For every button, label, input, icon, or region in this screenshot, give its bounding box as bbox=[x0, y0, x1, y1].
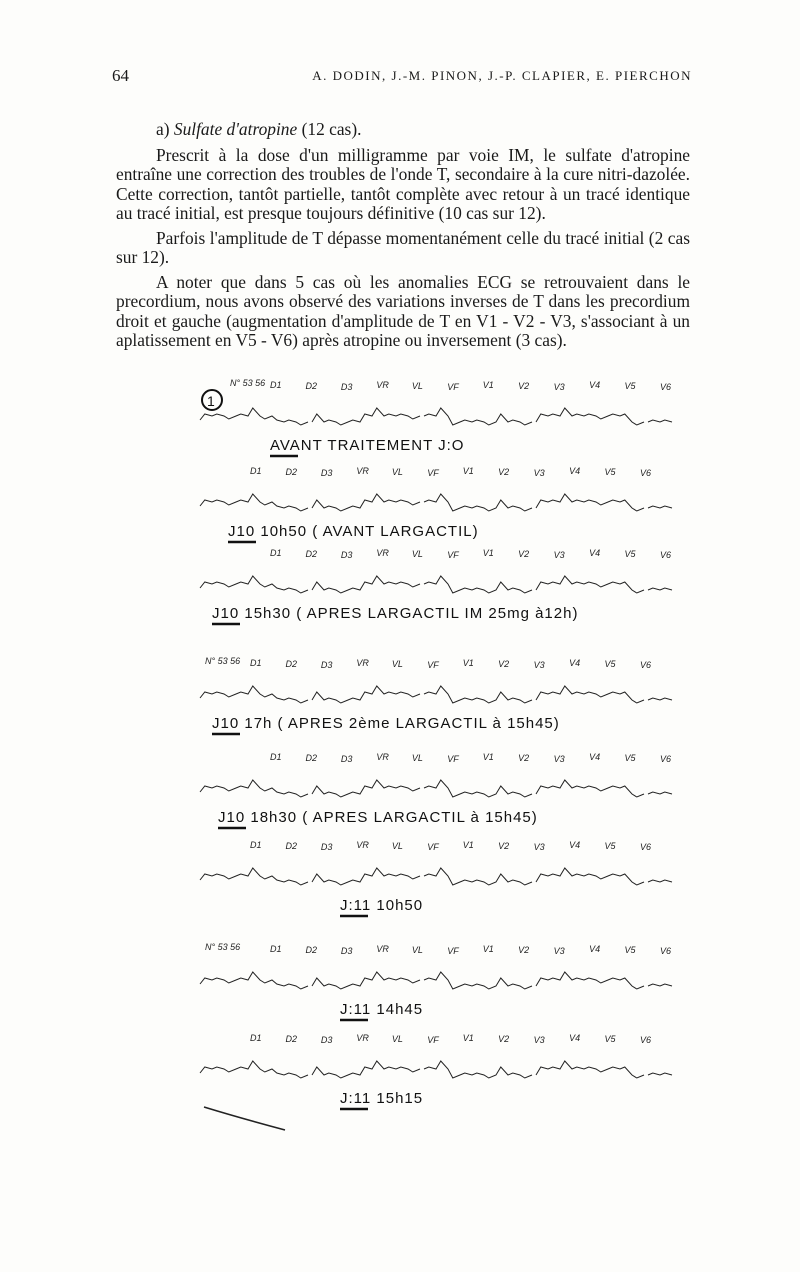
strip-label: J10 17h ( APRES 2ème LARGACTIL à 15h45) bbox=[212, 715, 560, 732]
lead-label: V5 bbox=[604, 1034, 616, 1044]
lead-label: D2 bbox=[285, 467, 297, 477]
lead-label: D3 bbox=[320, 468, 333, 478]
lead-label: VL bbox=[411, 381, 423, 391]
lead-label: VF bbox=[427, 660, 439, 670]
lead-label: VR bbox=[356, 840, 369, 850]
lead-label: V3 bbox=[553, 946, 565, 956]
case-marker bbox=[202, 390, 222, 410]
ecg-trace bbox=[200, 494, 672, 511]
lead-label: V4 bbox=[569, 658, 581, 668]
lead-label: V2 bbox=[518, 381, 530, 391]
lead-label: V6 bbox=[640, 1035, 652, 1045]
lead-label: V4 bbox=[589, 944, 601, 954]
lead-label: V6 bbox=[640, 468, 652, 478]
lead-label: V1 bbox=[462, 658, 474, 668]
lead-label: V5 bbox=[624, 945, 636, 955]
lead-label: V3 bbox=[553, 550, 565, 560]
lead-label: D3 bbox=[320, 1035, 333, 1045]
lead-label: VR bbox=[356, 1033, 369, 1043]
lead-label: V6 bbox=[640, 842, 652, 852]
lead-label: D2 bbox=[305, 753, 317, 763]
ecg-strip bbox=[200, 378, 672, 456]
lead-label: VR bbox=[376, 548, 389, 558]
lead-label: D1 bbox=[270, 752, 282, 762]
section-heading: a) Sulfate d'atropine (12 cas). bbox=[156, 119, 362, 139]
lead-label: D1 bbox=[270, 944, 282, 954]
lead-label: VF bbox=[447, 550, 459, 560]
lead-label: VR bbox=[356, 658, 369, 668]
lead-label: D1 bbox=[270, 380, 282, 390]
pen-stroke bbox=[204, 1107, 285, 1130]
lead-label: V5 bbox=[624, 753, 636, 763]
lead-label: D3 bbox=[340, 946, 353, 956]
ecg-strip bbox=[200, 466, 672, 542]
strip-label: J10 18h30 ( APRES LARGACTIL à 15h45) bbox=[218, 809, 538, 826]
lead-label: V5 bbox=[624, 549, 636, 559]
svg-text:1: 1 bbox=[207, 393, 216, 409]
trace-ref: N° 53 56 bbox=[205, 656, 241, 666]
lead-label: D2 bbox=[305, 945, 317, 955]
lead-label: V1 bbox=[462, 466, 474, 476]
lead-label: D2 bbox=[285, 1034, 297, 1044]
lead-label: D1 bbox=[250, 658, 262, 668]
lead-label: V2 bbox=[498, 659, 510, 669]
strip-label: J10 10h50 ( AVANT LARGACTIL) bbox=[228, 523, 479, 540]
ecg-strip bbox=[200, 840, 672, 916]
lead-label: V4 bbox=[589, 752, 601, 762]
strip-label: J10 15h30 ( APRES LARGACTIL IM 25mg à12h) bbox=[212, 605, 579, 622]
lead-label: VR bbox=[376, 944, 389, 954]
lead-label: V3 bbox=[533, 660, 545, 670]
lead-label: V2 bbox=[518, 549, 530, 559]
lead-label: D1 bbox=[250, 466, 262, 476]
lead-label: D1 bbox=[250, 840, 262, 850]
lead-label: VL bbox=[391, 841, 403, 851]
article-body bbox=[116, 120, 690, 351]
lead-label: D3 bbox=[340, 550, 353, 560]
lead-label: D3 bbox=[340, 382, 353, 392]
trace-ref: N° 53 56 bbox=[230, 378, 266, 388]
lead-label: D3 bbox=[320, 842, 333, 852]
lead-label: V4 bbox=[589, 548, 601, 558]
ecg-strip bbox=[200, 942, 672, 1020]
lead-label: V3 bbox=[533, 468, 545, 478]
lead-label: V2 bbox=[518, 945, 530, 955]
strip-label: J:11 15h15 bbox=[340, 1090, 424, 1107]
ecg-figure bbox=[0, 370, 800, 1150]
lead-label: D3 bbox=[320, 660, 333, 670]
lead-label: VR bbox=[376, 752, 389, 762]
lead-label: V1 bbox=[462, 1033, 474, 1043]
lead-label: V5 bbox=[604, 659, 616, 669]
lead-label: V1 bbox=[482, 548, 494, 558]
lead-label: D2 bbox=[285, 659, 297, 669]
lead-label: VF bbox=[427, 1035, 439, 1045]
lead-label: V1 bbox=[482, 380, 494, 390]
lead-label: D3 bbox=[340, 754, 353, 764]
lead-label: VL bbox=[411, 945, 423, 955]
strip-label: AVANT TRAITEMENT J:O bbox=[270, 437, 465, 454]
lead-label: VL bbox=[391, 1034, 403, 1044]
lead-label: V3 bbox=[533, 842, 545, 852]
lead-label: V5 bbox=[604, 841, 616, 851]
lead-label: VR bbox=[356, 466, 369, 476]
ecg-trace bbox=[200, 408, 672, 425]
lead-label: VF bbox=[447, 382, 459, 392]
lead-label: VF bbox=[427, 842, 439, 852]
ecg-trace bbox=[200, 868, 672, 885]
lead-label: D1 bbox=[250, 1033, 262, 1043]
lead-label: V3 bbox=[533, 1035, 545, 1045]
lead-label: V1 bbox=[482, 944, 494, 954]
lead-label: VF bbox=[447, 946, 459, 956]
trace-ref: N° 53 56 bbox=[205, 942, 241, 952]
lead-label: V5 bbox=[624, 381, 636, 391]
lead-label: V6 bbox=[660, 754, 672, 764]
lead-label: VF bbox=[447, 754, 459, 764]
paragraph: A noter que dans 5 cas où les anomalies ECG se retrouvaient dans le precordium, nous avons observé des variations inverses de T dans les precordium droit et gauche (augmentation d'amplitude de T en V1 - V2 - V3, s'associant à un aplatissement en V5 - V6) après atropine ou inversement (3 cas). bbox=[116, 271, 690, 350]
lead-label: V2 bbox=[518, 753, 530, 763]
page-number: 64 bbox=[112, 66, 129, 85]
lead-label: V4 bbox=[569, 466, 581, 476]
lead-label: VL bbox=[411, 753, 423, 763]
lead-label: V6 bbox=[640, 660, 652, 670]
ecg-trace bbox=[200, 780, 672, 797]
lead-label: V1 bbox=[482, 752, 494, 762]
lead-label: V4 bbox=[569, 1033, 581, 1043]
ecg-trace bbox=[200, 576, 672, 593]
lead-label: D2 bbox=[305, 381, 317, 391]
ecg-strip bbox=[200, 1033, 672, 1109]
lead-label: V4 bbox=[589, 380, 601, 390]
lead-label: V6 bbox=[660, 946, 672, 956]
ecg-trace bbox=[200, 1061, 672, 1078]
running-header bbox=[112, 66, 692, 90]
ecg-trace bbox=[200, 686, 672, 703]
lead-label: V6 bbox=[660, 550, 672, 560]
author-line: A. DODIN, J.-M. PINON, J.-P. CLAPIER, E. PIERCHON bbox=[312, 68, 692, 83]
ecg-strip bbox=[200, 656, 672, 734]
lead-label: D2 bbox=[305, 549, 317, 559]
ecg-strip bbox=[200, 548, 672, 624]
lead-label: V3 bbox=[553, 754, 565, 764]
paragraph: Parfois l'amplitude de T dépasse momentanément celle du tracé initial (2 cas sur 12). bbox=[116, 227, 690, 267]
lead-label: V3 bbox=[553, 382, 565, 392]
lead-label: V2 bbox=[498, 841, 510, 851]
strip-label: J:11 10h50 bbox=[340, 897, 424, 914]
lead-label: VL bbox=[391, 659, 403, 669]
lead-label: VL bbox=[391, 467, 403, 477]
strip-label: J:11 14h45 bbox=[340, 1001, 424, 1018]
paragraph: Prescrit à la dose d'un milligramme par voie IM, le sulfate d'atropine entraîne une correction des troubles de l'onde T, secondaire à la cure nitri-dazolée. Cette correction, tantôt partielle, tantôt complète avec retour à un tracé identique au tracé initial, est presque toujours définitive (10 cas sur 12). bbox=[116, 144, 690, 223]
lead-label: VL bbox=[411, 549, 423, 559]
lead-label: D1 bbox=[270, 548, 282, 558]
lead-label: VF bbox=[427, 468, 439, 478]
lead-label: VR bbox=[376, 380, 389, 390]
lead-label: V6 bbox=[660, 382, 672, 392]
lead-label: V5 bbox=[604, 467, 616, 477]
lead-label: V2 bbox=[498, 1034, 510, 1044]
lead-label: V2 bbox=[498, 467, 510, 477]
lead-label: D2 bbox=[285, 841, 297, 851]
ecg-strip bbox=[200, 752, 672, 828]
lead-label: V4 bbox=[569, 840, 581, 850]
ecg-trace bbox=[200, 972, 672, 989]
lead-label: V1 bbox=[462, 840, 474, 850]
